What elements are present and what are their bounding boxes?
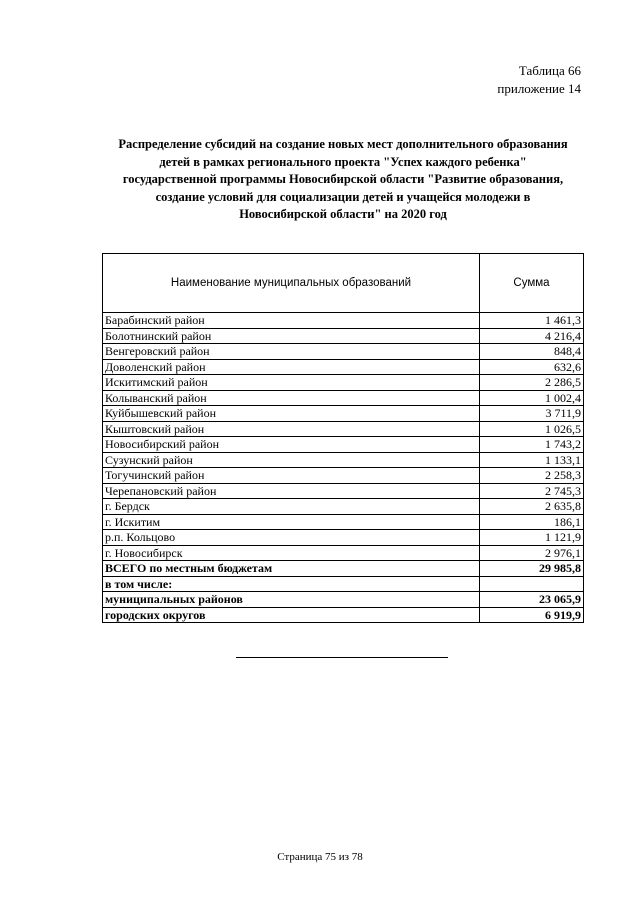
- including-row: [103, 576, 584, 592]
- table-row: [103, 375, 584, 391]
- municipality-name: Черепановский район: [103, 483, 480, 499]
- subsidy-amount: 1 002,4: [480, 390, 584, 406]
- page-footer: Страница 75 из 78: [277, 851, 363, 863]
- municipality-name: Кыштовский район: [103, 421, 480, 437]
- municipality-name: Сузунский район: [103, 452, 480, 468]
- table-row: [103, 313, 584, 329]
- municipality-name: Новосибирский район: [103, 437, 480, 453]
- table-body: [103, 313, 584, 623]
- urban-districts-sum: 6 919,9: [480, 607, 584, 623]
- subsidy-amount: 1 026,5: [480, 421, 584, 437]
- subsidy-amount: 4 216,4: [480, 328, 584, 344]
- municipality-name: Доволенский район: [103, 359, 480, 375]
- title-line: создание условий для социализации детей и учащейся молодежи в: [155, 189, 531, 204]
- document-title: [100, 136, 586, 224]
- separator-line: [236, 657, 448, 658]
- column-header-name: Наименование муниципальных образований: [103, 254, 480, 313]
- table-row: [103, 468, 584, 484]
- column-header-sum: Сумма: [480, 254, 584, 313]
- table-row: [103, 421, 584, 437]
- table-row: [103, 530, 584, 546]
- table-row: [103, 452, 584, 468]
- subsidy-amount: 2 258,3: [480, 468, 584, 484]
- table-row: [103, 545, 584, 561]
- appendix-number: приложение 14: [497, 81, 581, 96]
- title-line: детей в рамках регионального проекта "Успех каждого ребенка": [159, 154, 527, 169]
- municipality-name: Венгеровский район: [103, 344, 480, 360]
- total-label: ВСЕГО по местным бюджетам: [103, 561, 480, 577]
- municipality-name: Тогучинский район: [103, 468, 480, 484]
- table-row: [103, 344, 584, 360]
- municipal-districts-sum: 23 065,9: [480, 592, 584, 608]
- title-line: Новосибирской области" на 2020 год: [239, 207, 447, 221]
- total-sum: 29 985,8: [480, 561, 584, 577]
- title-line: Распределение субсидий на создание новых мест дополнительного образования: [118, 137, 568, 151]
- including-sum: [480, 576, 584, 592]
- subsidy-amount: 1 121,9: [480, 530, 584, 546]
- table-row: [103, 437, 584, 453]
- subsidy-amount: 2 286,5: [480, 375, 584, 391]
- subsidy-amount: 3 711,9: [480, 406, 584, 422]
- municipality-name: Барабинский район: [103, 313, 480, 329]
- municipality-name: г. Искитим: [103, 514, 480, 530]
- table-row: [103, 328, 584, 344]
- municipal-districts-label: муниципальных районов: [103, 592, 480, 608]
- subsidy-amount: 2 745,3: [480, 483, 584, 499]
- municipality-name: г. Новосибирск: [103, 545, 480, 561]
- including-label: в том числе:: [103, 576, 480, 592]
- urban-districts-label: городских округов: [103, 607, 480, 623]
- municipality-name: Колыванский район: [103, 390, 480, 406]
- municipality-name: г. Бердск: [103, 499, 480, 515]
- subsidy-amount: 1 743,2: [480, 437, 584, 453]
- municipality-name: Куйбышевский район: [103, 406, 480, 422]
- table-row: [103, 499, 584, 515]
- subsidy-amount: 632,6: [480, 359, 584, 375]
- table-reference: [497, 62, 581, 98]
- subsidy-amount: 186,1: [480, 514, 584, 530]
- table-row: [103, 483, 584, 499]
- subsidy-amount: 2 635,8: [480, 499, 584, 515]
- subsidy-amount: 1 461,3: [480, 313, 584, 329]
- subsidy-amount: 2 976,1: [480, 545, 584, 561]
- municipal-districts-row: [103, 592, 584, 608]
- table-row: [103, 514, 584, 530]
- table-row: [103, 359, 584, 375]
- table-header-row: [103, 254, 584, 313]
- table-row: [103, 406, 584, 422]
- table-number: Таблица 66: [518, 63, 581, 78]
- table-row: [103, 390, 584, 406]
- municipality-name: Искитимский район: [103, 375, 480, 391]
- subsidy-amount: 1 133,1: [480, 452, 584, 468]
- municipality-name: р.п. Кольцово: [103, 530, 480, 546]
- title-line: государственной программы Новосибирской области "Развитие образования,: [122, 172, 564, 186]
- urban-districts-row: [103, 607, 584, 623]
- subsidy-amount: 848,4: [480, 344, 584, 360]
- total-row: [103, 561, 584, 577]
- subsidy-table: [102, 253, 584, 623]
- municipality-name: Болотнинский район: [103, 328, 480, 344]
